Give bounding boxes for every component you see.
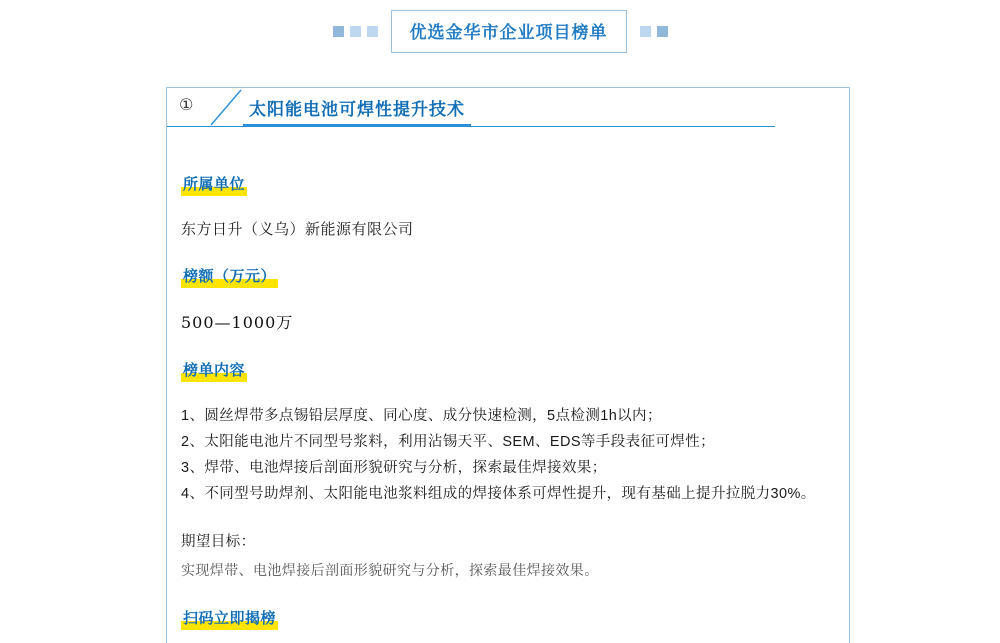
square-icon [640,26,651,37]
amount-label: 榜额（万元） [181,265,278,288]
unit-label-row [181,173,821,196]
card-body [167,135,849,630]
card-index: ① [179,95,194,114]
square-icon [367,26,378,37]
project-card [166,87,850,643]
header-title-box [391,10,627,53]
list-item: 2、太阳能电池片不同型号浆料，利用沾锡天平、SEM、EDS等手段表征可焊性； [181,434,715,450]
header-decor-right [640,26,668,37]
header-decor-left [333,26,378,37]
content-list [181,404,821,506]
square-icon [657,26,668,37]
unit-value: 东方日升（义乌）新能源有限公司 [181,221,414,238]
page-title: 优选金华市企业项目榜单 [409,22,608,42]
amount-label-row [181,265,821,288]
content-label: 榜单内容 [181,359,247,382]
square-icon [333,26,344,37]
goal-value: 实现焊带、电池焊接后剖面形貌研究与分析，探索最佳焊接效果。 [181,562,599,578]
unit-label: 所属单位 [181,173,247,196]
goal-label: 期望目标： [181,534,256,550]
list-item: 3、焊带、电池焊接后剖面形貌研究与分析，探索最佳焊接效果； [181,460,607,476]
amount-value: 500—1000万 [181,313,294,332]
list-item: 1、圆丝焊带多点锡铅层厚度、同心度、成分快速检测，5点检测1h以内； [181,408,662,424]
project-title: 太阳能电池可焊性提升技术 [243,95,471,126]
page-header [0,8,1000,54]
scan-label-row[interactable] [181,607,821,630]
header-divider [167,126,775,127]
square-icon [350,26,361,37]
list-item: 4、不同型号助焊剂、太阳能电池浆料组成的焊接体系可焊性提升，现有基础上提升拉脱力30%。 [181,486,816,502]
scan-label[interactable]: 扫码立即揭榜 [181,607,278,630]
content-label-row [181,359,821,382]
card-header [167,88,849,135]
